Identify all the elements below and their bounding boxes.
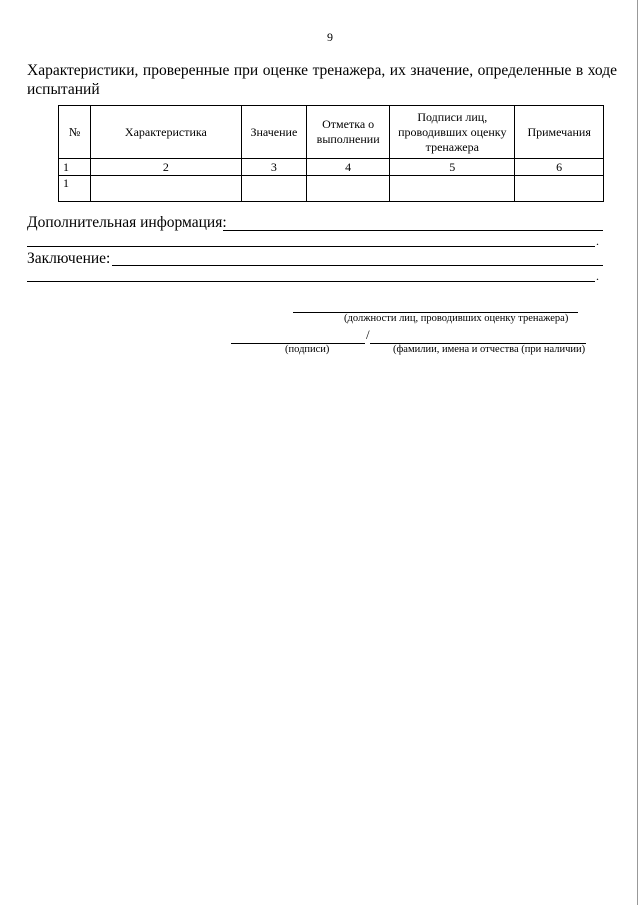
column-number-6: 6 <box>515 159 604 176</box>
evaluation-table <box>58 105 604 202</box>
column-number-1: 1 <box>59 159 91 176</box>
table-header-row <box>59 106 604 159</box>
row-number-cell: 1 <box>59 176 91 202</box>
additional-info-end-mark: . <box>596 234 599 248</box>
page-edge <box>637 0 638 905</box>
signatures-cell <box>390 176 515 202</box>
characteristic-cell <box>91 176 242 202</box>
header-signatures: Подписи лиц, проводивших оценку тренажера <box>390 106 515 159</box>
additional-info-label: Дополнительная информация: <box>27 214 227 231</box>
header-value: Значение <box>241 106 306 159</box>
names-caption: (фамилии, имена и отчества (при наличии) <box>393 344 586 355</box>
value-cell <box>241 176 306 202</box>
section-heading: Характеристики, проверенные при оценке тренажера, их значение, определенные в ходе испытаний <box>27 62 617 98</box>
conclusion-end-mark: . <box>596 269 599 283</box>
additional-info-line-2 <box>27 246 595 247</box>
page-number: 9 <box>327 30 333 44</box>
column-number-2: 2 <box>91 159 242 176</box>
notes-cell <box>515 176 604 202</box>
column-number-row <box>59 159 604 176</box>
column-number-4: 4 <box>307 159 390 176</box>
table-row <box>59 176 604 202</box>
additional-info-line-1 <box>223 230 603 231</box>
conclusion-line-1 <box>112 265 603 266</box>
conclusion-line-2 <box>27 281 595 282</box>
conclusion-label: Заключение: <box>27 250 111 267</box>
header-characteristic: Характеристика <box>91 106 242 159</box>
completion-mark-cell <box>307 176 390 202</box>
header-completion-mark: Отметка о выполнении <box>307 106 390 159</box>
positions-caption: (должности лиц, проводивших оценку тренажера) <box>344 313 569 324</box>
signatures-caption: (подписи) <box>285 344 330 355</box>
column-number-5: 5 <box>390 159 515 176</box>
header-number: № <box>59 106 91 159</box>
signature-separator: / <box>366 327 370 342</box>
header-notes: Примечания <box>515 106 604 159</box>
column-number-3: 3 <box>241 159 306 176</box>
